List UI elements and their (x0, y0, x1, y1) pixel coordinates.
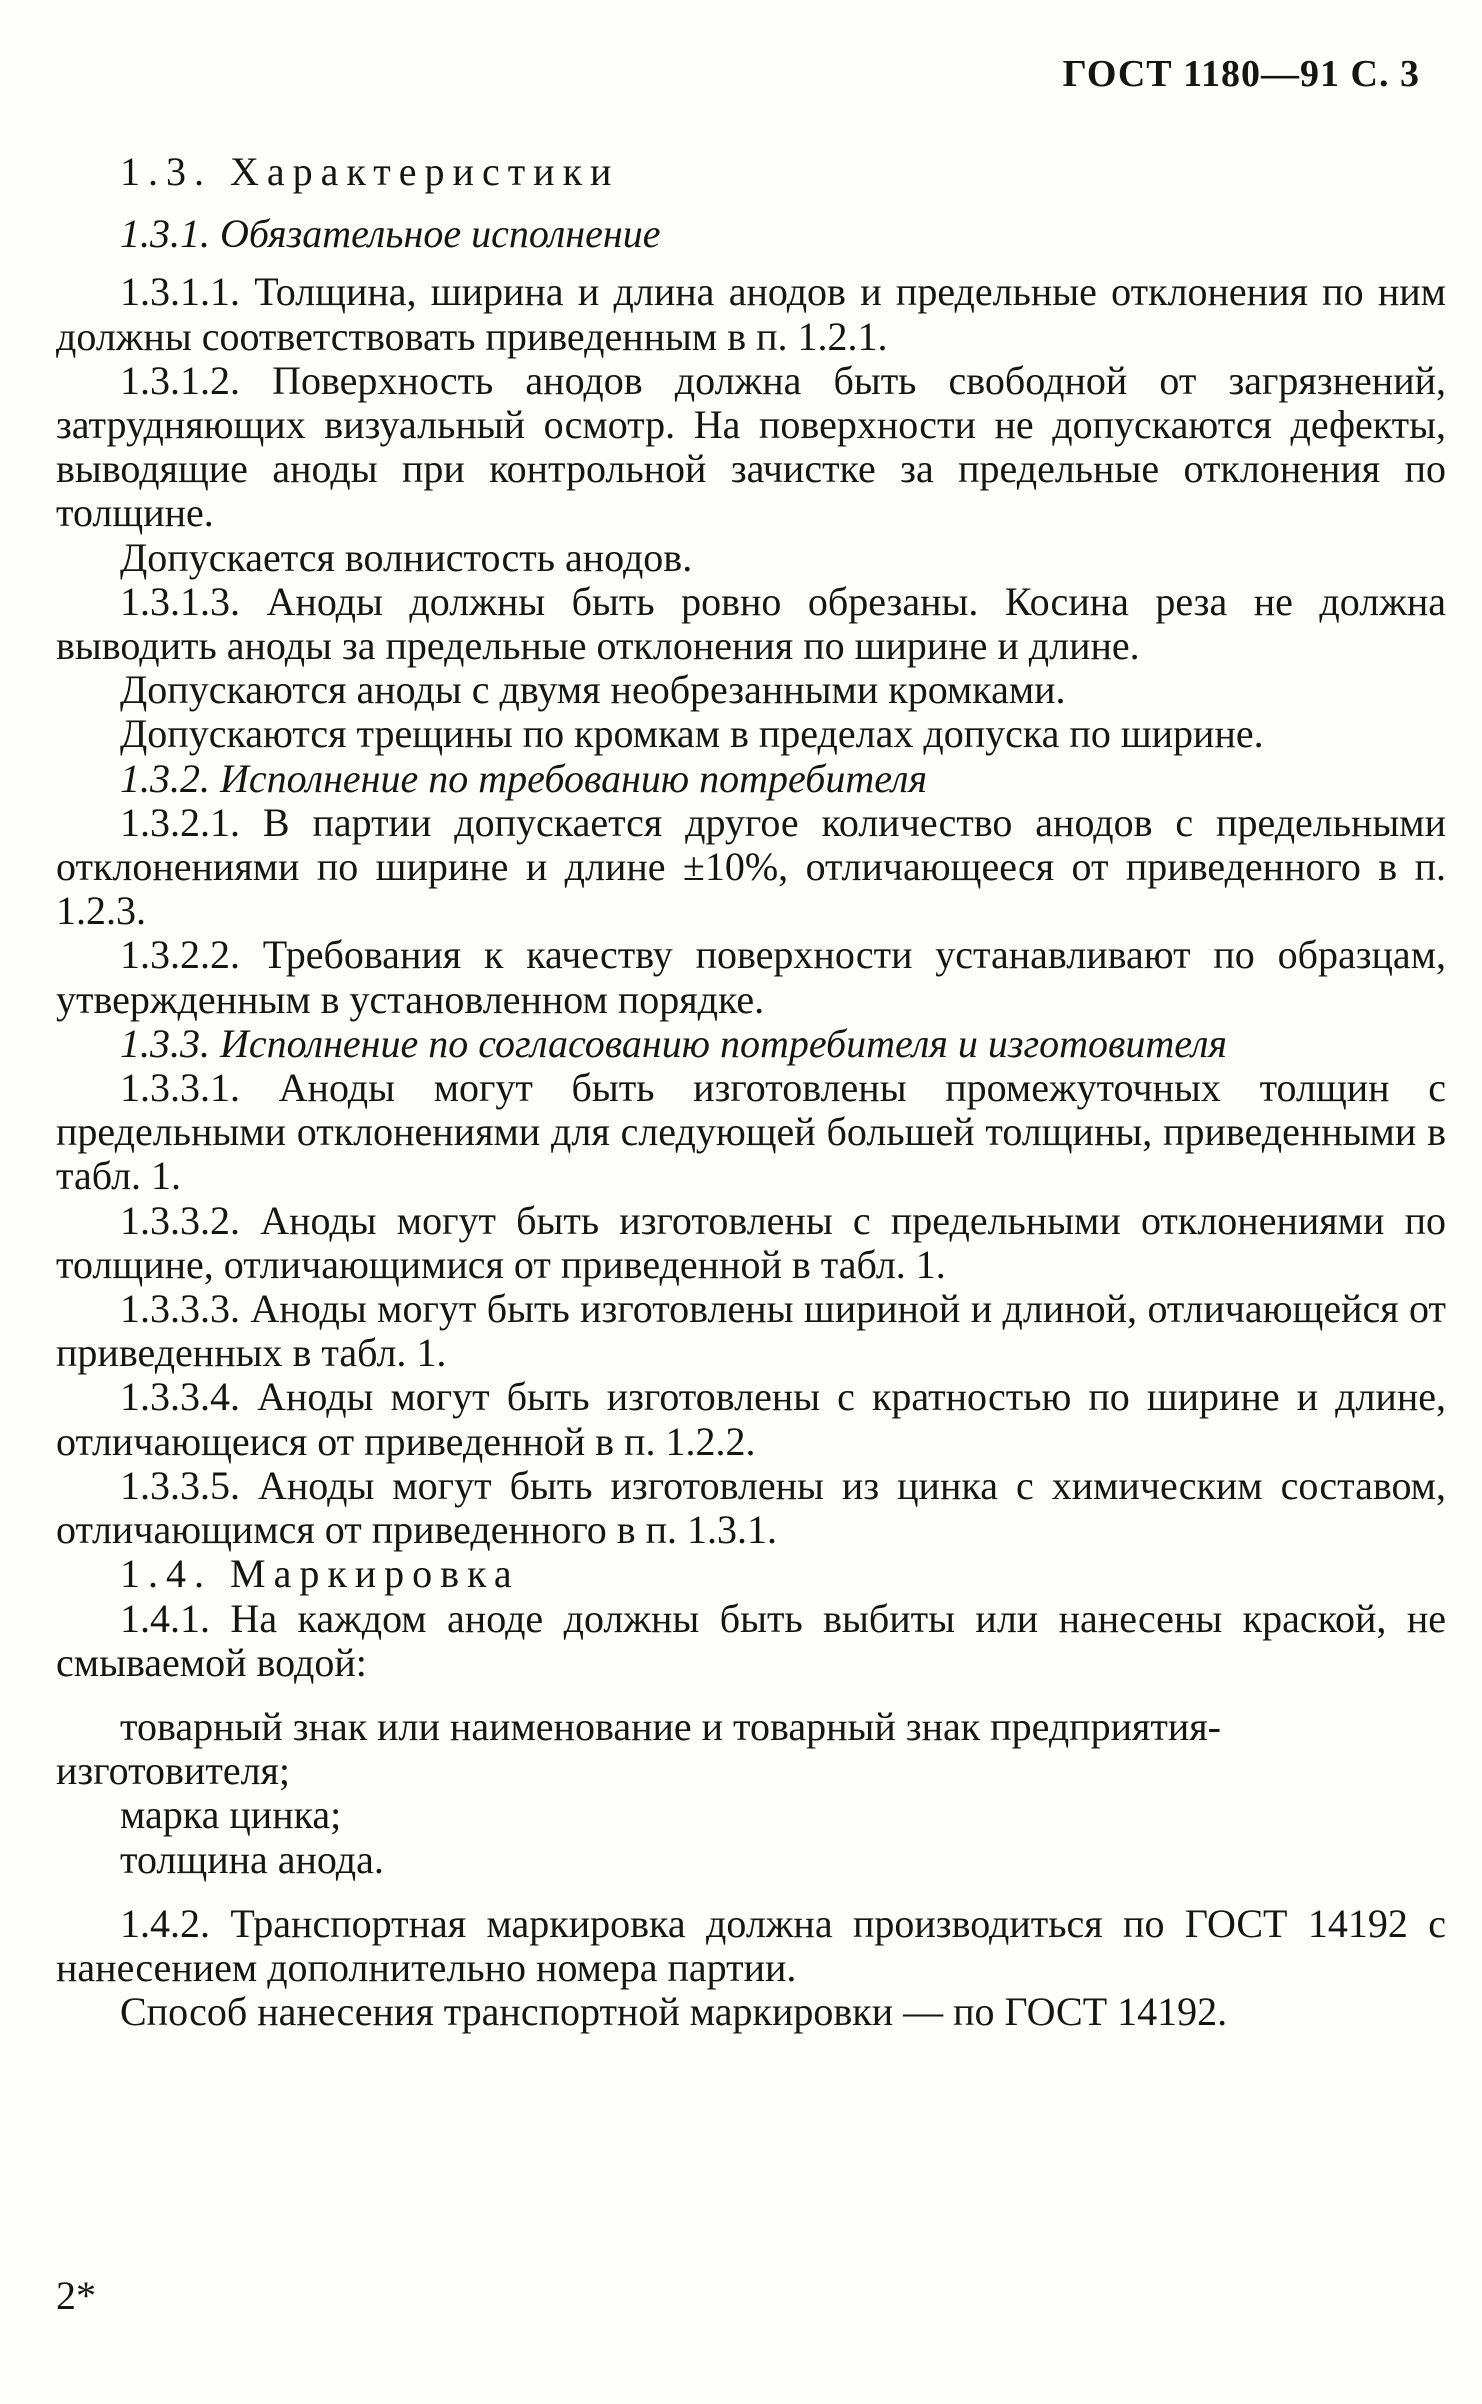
paragraph-1-3-1-3: 1.3.1.3. Аноды должны быть ровно обрезаны. Косина реза не должна выводить аноды за предельные отклонения по ширине и длине. (56, 578, 1446, 669)
paragraph-1-3-1-2: 1.3.1.2. Поверхность анодов должна быть свободной от загрязнений, затрудняющих визуальный осмотр. На поверхности не допускаются дефекты, выводящие аноды при контрольной зачистке за предельные отклонения по толщине. (56, 357, 1446, 536)
page-header-code: ГОСТ 1180—91 С. 3 (1062, 53, 1420, 95)
paragraph-1-3-1-1: 1.3.1.1. Толщина, ширина и длина анодов и предельные отклонения по ним должны соответствовать приведенным в п. 1.2.1. (56, 269, 1446, 359)
section-title-1-3-1: 1.3.1. Обязательное исполнение (120, 211, 661, 257)
list-item: товарный знак или наименование и товарный знак предприятия-изготовителя; (56, 1703, 1221, 1794)
list-item: марка цинка; (120, 1792, 342, 1838)
paragraph-1-3-1-2-note: Допускается волнистость анодов. (120, 534, 693, 580)
marking-list (56, 1705, 1446, 1882)
document-body (56, 150, 1446, 2034)
paragraph-1-3-3-4: 1.3.3.4. Аноды могут быть изготовлены с кратностью по ширине и длине, отличающеися от приведенной в п. 1.2.2. (56, 1374, 1446, 1464)
paragraph-1-3-3-2: 1.3.3.2. Аноды могут быть изготовлены с предельными отклонениями по толщине, отличающимися от приведенной в табл. 1. (56, 1197, 1446, 1287)
paragraph-1-3-1-3-note-1: Допускаются аноды с двумя необрезанными кромками. (120, 667, 1066, 713)
paragraph-1-3-2-1: 1.3.2.1. В партии допускается другое количество анодов с предельными отклонениями по ширине и длине ±10%, отличающееся от приведенного в п. 1.2.3. (56, 799, 1446, 934)
paragraph-1-3-1-3-note-2: Допускаются трещины по кромкам в пределах допуска по ширине. (120, 711, 1264, 757)
signature-mark: 2* (56, 2273, 96, 2318)
section-title-1-3: 1.3. Характеристики (120, 149, 620, 194)
paragraph-1-4-1: 1.4.1. На каждом аноде должны быть выбиты или нанесены краской, не смываемой водой: (56, 1595, 1446, 1685)
paragraph-1-3-3-3: 1.3.3.3. Аноды могут быть изготовлены шириной и длиной, отличающейся от приведенных в табл. 1. (56, 1286, 1446, 1376)
paragraph-1-3-3-5: 1.3.3.5. Аноды могут быть изготовлены из цинка с химическим составом, отличающимся от приведенного в п. 1.3.1. (56, 1462, 1446, 1553)
section-title-1-3-2: 1.3.2. Исполнение по требованию потребителя (120, 755, 928, 801)
section-title-1-4: 1.4. Маркировка (120, 1551, 520, 1597)
paragraph-1-4-2: 1.4.2. Транспортная маркировка должна производиться по ГОСТ 14192 с нанесением дополнительно номера партии. (56, 1900, 1446, 1990)
section-title-1-3-3: 1.3.3. Исполнение по согласованию потребителя и изготовителя (120, 1020, 1227, 1066)
paragraph-1-3-2-2: 1.3.2.2. Требования к качеству поверхности устанавливают по образцам, утвержденным в установленном порядке. (56, 932, 1446, 1022)
paragraph-1-4-2-note: Способ нанесения транспортной маркировки — по ГОСТ 14192. (120, 1989, 1228, 2035)
paragraph-1-3-3-1: 1.3.3.1. Аноды могут быть изготовлены промежуточных толщин с предельными отклонениями для следующей большей толщины, приведенными в табл. 1. (56, 1065, 1446, 1199)
list-item: толщина анода. (120, 1836, 384, 1882)
